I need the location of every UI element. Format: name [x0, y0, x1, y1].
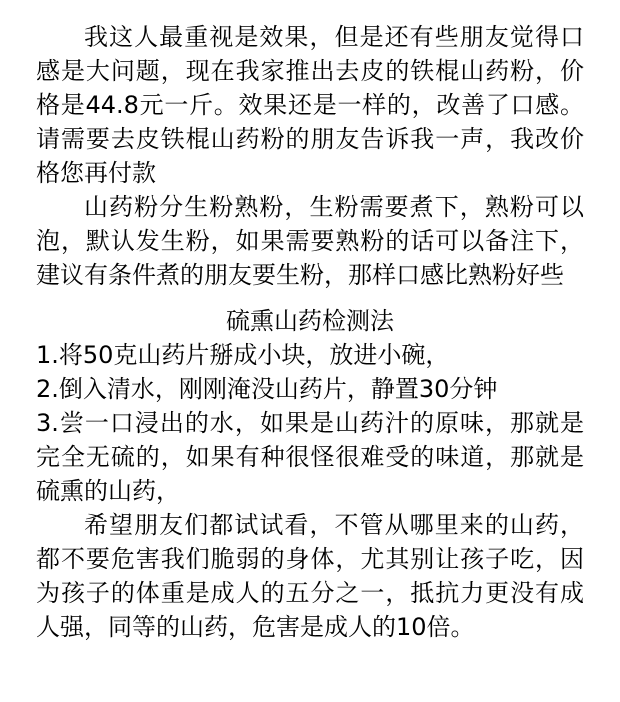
intro-paragraph: 我这人最重视是效果，但是还有些朋友觉得口感是大问题，现在我家推出去皮的铁棍山药粉，价格是44.8元一斤。效果还是一样的，改善了口感。请需要去皮铁棍山药粉的朋友告诉我一声，我改价格您再付款 [36, 23, 584, 187]
detection-step-3: 3.尝一口浸出的水，如果是山药汁的原味，那就是完全无硫的，如果有种很怪很难受的味道，那就是硫熏的山药， [36, 409, 584, 505]
detection-step-1: 1.将50克山药片掰成小块，放进小碗， [36, 341, 450, 369]
powder-info-paragraph: 山药粉分生粉熟粉，生粉需要煮下，熟粉可以泡，默认发生粉，如果需要熟粉的话可以备注下，建议有条件煮的朋友要生粉，那样口感比熟粉好些 [36, 193, 584, 289]
detection-step-2: 2.倒入清水，刚刚淹没山药片，静置30分钟 [36, 375, 498, 403]
closing-paragraph: 希望朋友们都试试看，不管从哪里来的山药，都不要危害我们脆弱的身体，尤其别让孩子吃，因为孩子的体重是成人的五分之一，抵抗力更没有成人强，同等的山药，危害是成人的10倍。 [36, 511, 584, 641]
detection-title: 硫熏山药检测法 [226, 307, 394, 335]
